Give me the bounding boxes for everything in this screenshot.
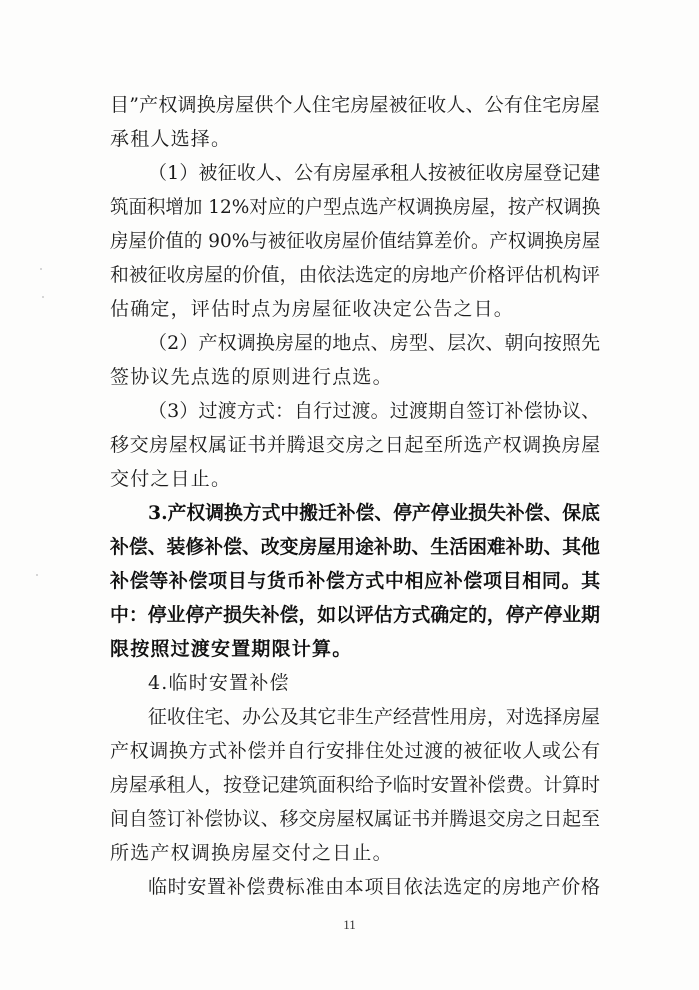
text-line-19: 征收住宅、办公及其它非生产经营性用房，对选择房屋: [148, 706, 601, 728]
section-4-heading: 4.临时安置补偿: [148, 672, 290, 694]
text-line-3: （1）被征收人、公有房屋承租人按被征收房屋登记建: [148, 162, 601, 184]
text-line-8: （2）产权调换房屋的地点、房型、层次、朝向按照先: [148, 332, 601, 354]
text-line-7: 估确定，评估时点为房屋征收决定公告之日。: [110, 298, 515, 320]
text-line-15: 补偿等补偿项目与货币补偿方式中相应补偿项目相同。其: [110, 570, 601, 592]
text-line-22: 间自签订补偿协议、移交房屋权属证书并腾退交房之日起至: [110, 808, 601, 830]
text-line-20: 产权调换方式补偿并自行安排住处过渡的被征收人或公有: [110, 740, 601, 762]
scan-speck: [42, 296, 44, 298]
text-line-23: 所选产权调换房屋交付之日止。: [110, 842, 393, 864]
text-line-1: 目”产权调换房屋供个人住宅房屋被征收人、公有住宅房屋: [110, 94, 600, 116]
text-line-2: 承租人选择。: [110, 128, 232, 150]
text-line-5: 房屋价值的 90%与被征收房屋价值结算差价。产权调换房屋: [110, 230, 601, 252]
text-line-6: 和被征收房屋的价值，由依法选定的房地产价格评估机构评: [110, 264, 601, 286]
text-line-12: 交付之日止。: [110, 468, 232, 490]
scan-speck: [36, 574, 38, 576]
section-3-heading-line: 3.产权调换方式中搬迁补偿、停产停业损失补偿、保底: [148, 502, 600, 524]
page-number: 11: [343, 917, 356, 932]
text-line-10: （3）过渡方式：自行过渡。过渡期自签订补偿协议、: [148, 400, 601, 422]
scan-speck: [40, 268, 42, 270]
text-line-4: 筑面积增加 12%对应的户型点选产权调换房屋，按产权调换: [110, 196, 601, 218]
text-line-24: 临时安置补偿费标准由本项目依法选定的房地产价格: [148, 876, 601, 898]
text-line-11: 移交房屋权属证书并腾退交房之日起至所选产权调换房屋: [110, 434, 601, 456]
text-line-14: 补偿、装修补偿、改变房屋用途补助、生活困难补助、其他: [110, 536, 601, 558]
text-line-9: 签协议先点选的原则进行点选。: [110, 366, 393, 388]
text-line-17: 限按照过渡安置期限计算。: [110, 638, 353, 660]
text-line-21: 房屋承租人，按登记建筑面积给予临时安置补偿费。计算时: [110, 774, 601, 796]
text-line-16: 中：停业停产损失补偿，如以评估方式确定的，停产停业期: [110, 604, 601, 626]
